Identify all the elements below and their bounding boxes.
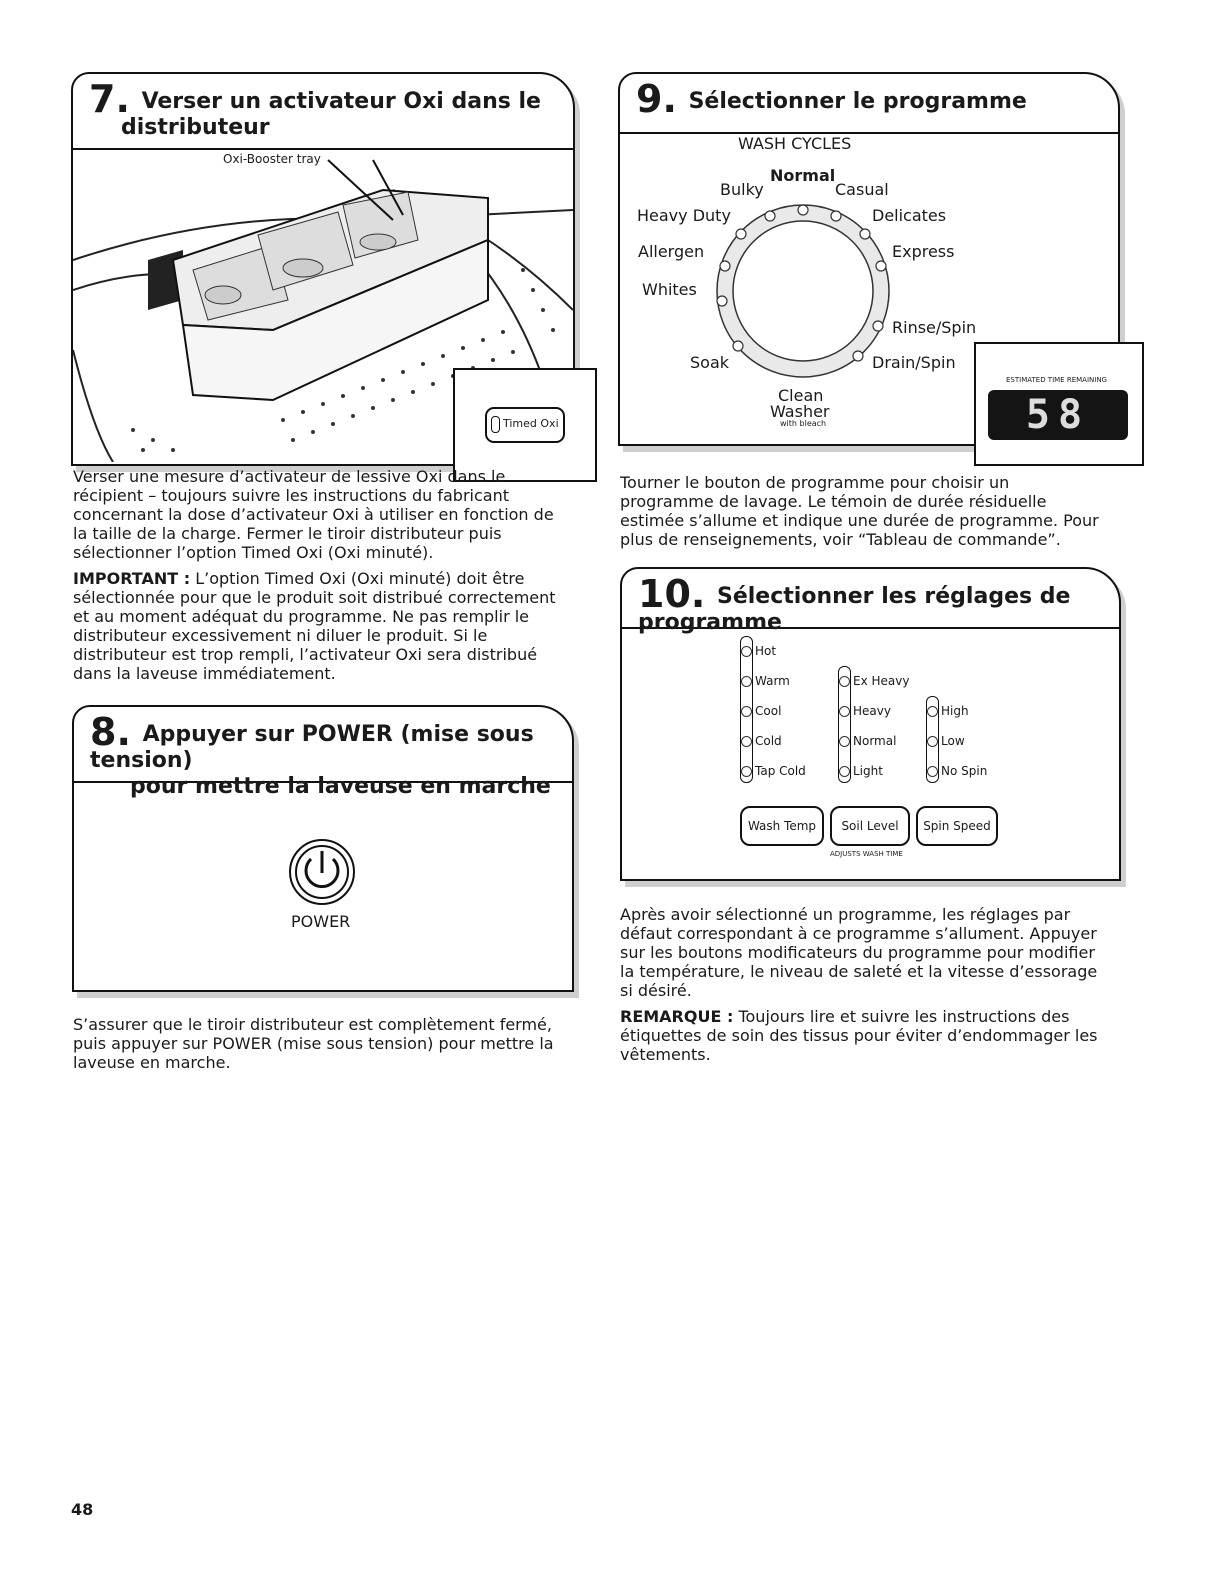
spin-option[interactable]: Low — [925, 727, 965, 755]
wash-temp-button[interactable]: Wash Temp — [740, 806, 824, 846]
remark-label: REMARQUE : — [620, 1007, 734, 1026]
temp-option[interactable]: Cold — [739, 727, 782, 755]
remark-text: Toujours lire et suivre les instructions des étiquettes de soin des tissus pour éviter d’endommager les vêtements. — [620, 1007, 1098, 1064]
cycle-drain-spin: Drain/Spin — [872, 353, 956, 372]
step8-number: 8. — [90, 710, 131, 754]
step8-paragraph: S’assurer que le tiroir distributeur est complètement fermé, puis appuyer sur POWER (mise sous tension) pour mettre la laveuse en marche. — [73, 1015, 554, 1072]
temp-option[interactable]: Warm — [739, 667, 790, 695]
step9-title: Sélectionner le programme — [688, 89, 1027, 114]
timed-oxi-box — [453, 368, 597, 482]
power-icon[interactable] — [287, 837, 357, 907]
oxi-led-icon — [491, 416, 500, 433]
cycle-dial-icon[interactable] — [708, 196, 898, 386]
step8-header — [74, 707, 572, 799]
step9-header — [620, 74, 1118, 134]
cycle-with-bleach: with bleach — [780, 419, 827, 428]
step7-title-line1: Verser un activateur Oxi dans le — [141, 89, 541, 114]
soil-option[interactable]: Normal — [837, 727, 896, 755]
step10-panel — [620, 567, 1121, 881]
step7-panel — [71, 72, 575, 466]
temp-option[interactable]: Hot — [739, 637, 776, 665]
step7-important — [73, 569, 563, 683]
cycle-normal: Normal — [770, 166, 836, 185]
cycle-clean: Clean — [778, 386, 824, 405]
step7-text — [73, 467, 563, 690]
time-display-box — [974, 342, 1144, 466]
step10-header — [622, 569, 1119, 635]
adjusts-wash-time-caption: ADJUSTS WASH TIME — [830, 850, 903, 858]
step8-title-line2: pour mettre la laveuse en marche — [130, 774, 551, 799]
important-text: L’option Timed Oxi (Oxi minuté) doit être sélectionnée pour que le produit soit distribué correctement et au moment adéquat du programme. Ne pas remplir le distributeur excessivement ni diluer le produit. Si le distributeur est trop rempli, l’activateur Oxi sera distribué dans la laveuse immédiatement. — [73, 569, 556, 683]
soil-option[interactable]: Light — [837, 757, 883, 785]
soil-option[interactable]: Ex Heavy — [837, 667, 909, 695]
cycle-heavy-duty: Heavy Duty — [637, 206, 731, 225]
step10-number: 10. — [638, 572, 706, 616]
step7-paragraph: Verser une mesure d’activateur de lessive Oxi dans le récipient – toujours suivre les instructions du fabricant concernant la dose d’activateur Oxi à utiliser en fonction de la taille de la charge. Fermer le tiroir distributeur puis sélectionner l’option Timed Oxi (Oxi minuté). — [73, 467, 554, 562]
spin-option[interactable]: High — [925, 697, 969, 725]
power-label: POWER — [291, 912, 351, 931]
step9-paragraph: Tourner le bouton de programme pour choisir un programme de lavage. Le témoin de durée résiduelle estimée s’allume et indique une durée de programme. Pour plus de renseignements, voir “Tableau de commande”. — [620, 473, 1099, 549]
page-number: 48 — [71, 1500, 94, 1519]
wash-cycles-title: WASH CYCLES — [738, 134, 852, 153]
step10-title: Sélectionner les réglages de programme — [638, 584, 1071, 635]
cycle-whites: Whites — [642, 280, 697, 299]
step9-number: 9. — [636, 77, 677, 121]
step9-panel — [618, 72, 1120, 446]
temp-option[interactable]: Tap Cold — [739, 757, 806, 785]
time-remaining-display: 58 — [988, 390, 1128, 440]
cycle-bulky: Bulky — [720, 180, 764, 199]
step8-title-line1: Appuyer sur POWER (mise sous tension) — [90, 722, 534, 773]
soil-level-button[interactable]: Soil Level — [830, 806, 910, 846]
cycle-allergen: Allergen — [638, 242, 705, 261]
step7-header — [73, 74, 573, 150]
cycle-rinse-spin: Rinse/Spin — [892, 318, 977, 337]
timed-oxi-button[interactable] — [485, 407, 565, 443]
soil-option[interactable]: Heavy — [837, 697, 891, 725]
step8-panel — [72, 705, 574, 992]
oxi-booster-tray-label: Oxi-Booster tray — [223, 152, 321, 166]
cycle-casual: Casual — [835, 180, 889, 199]
spin-speed-button[interactable]: Spin Speed — [916, 806, 998, 846]
spin-option[interactable]: No Spin — [925, 757, 987, 785]
step7-title-line2: distributeur — [121, 115, 270, 140]
temp-option[interactable]: Cool — [739, 697, 781, 725]
spin-speed-options — [925, 697, 1015, 787]
cycle-delicates: Delicates — [872, 206, 947, 225]
cycle-express: Express — [892, 242, 955, 261]
step9-text — [620, 473, 1100, 556]
important-label: IMPORTANT : — [73, 569, 191, 588]
timed-oxi-label: Timed Oxi — [503, 417, 559, 430]
step10-remark — [620, 1007, 1110, 1064]
step10-paragraph: Après avoir sélectionné un programme, les réglages par défaut correspondant à ce programme s’allument. Appuyer sur les boutons modificateurs du programme pour modifier la température, le niveau de saleté et la vitesse d’essorage si désiré. — [620, 905, 1098, 1000]
cycle-soak: Soak — [690, 353, 730, 372]
wash-temp-options — [739, 637, 839, 787]
soil-level-options — [837, 667, 937, 787]
cycle-washer: Washer — [770, 402, 830, 421]
display-caption: ESTIMATED TIME REMAINING — [1006, 376, 1107, 384]
step8-text — [73, 1015, 563, 1079]
step7-number: 7. — [89, 77, 130, 121]
step10-text — [620, 905, 1110, 1071]
